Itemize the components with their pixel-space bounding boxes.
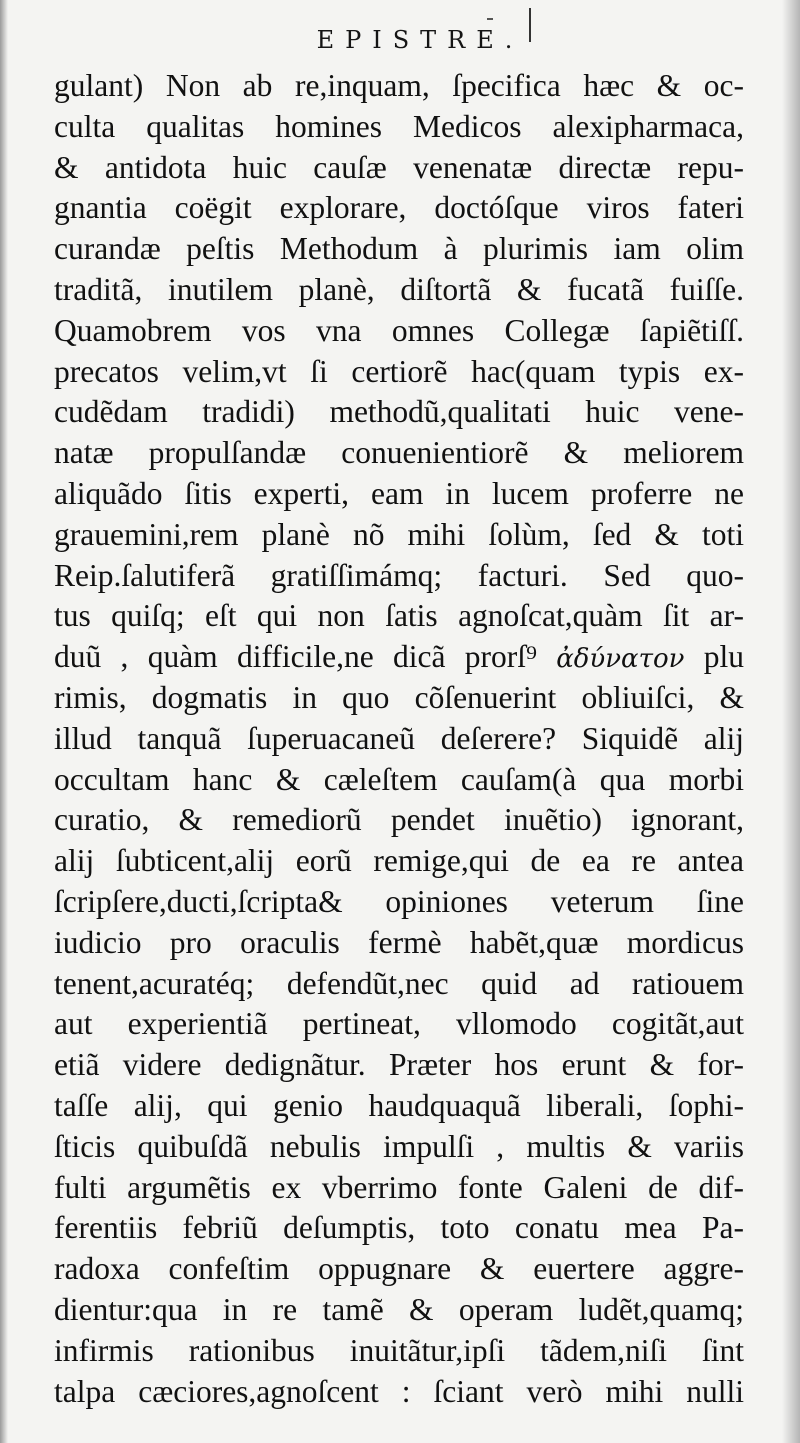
text-line: alij ſubticent,alij eorũ remige,qui de ea re antea bbox=[54, 843, 744, 879]
text-line: natæ propulſandæ conuenientiorẽ & meliorem bbox=[54, 435, 744, 471]
text-fragment: duũ , quàm difficile,ne dicã prorſ⁹ bbox=[54, 639, 537, 675]
text-line: Reip.ſalutiferã gratiſſimámq; facturi. Sed quo- bbox=[54, 557, 744, 593]
ink-mark bbox=[487, 18, 493, 20]
text-line: gnantia coëgit explorare, doctóſque viros fateri bbox=[54, 190, 744, 226]
gutter-shadow bbox=[0, 0, 8, 1443]
text-line: curandæ peſtis Methodum à plurimis iam olim bbox=[54, 231, 744, 267]
text-line: Quamobrem vos vna omnes Collegæ ſapiẽtiſſ. bbox=[54, 312, 744, 348]
text-line: talpa cæciores,agnoſcent : ſciant verò mihi nulli bbox=[54, 1373, 744, 1409]
text-line: ferentiis febriũ deſumptis, toto conatu mea Pa- bbox=[54, 1210, 744, 1246]
text-line: taſſe alij, qui genio haudquaquã liberali, ſophi- bbox=[54, 1087, 744, 1123]
text-line: dientur:qua in re tamẽ & operam ludẽt,quamq; bbox=[54, 1291, 744, 1327]
edge-shadow bbox=[782, 0, 800, 1443]
text-line: aut experientiã pertineat, vllomodo cogitãt,aut bbox=[54, 1006, 744, 1042]
text-line: illud tanquã ſuperuacaneũ deſerere? Siquidẽ alij bbox=[54, 720, 744, 756]
body-text bbox=[54, 66, 744, 1412]
text-line: cudẽdam tradidi) methodũ,qualitati huic vene- bbox=[54, 394, 744, 430]
text-line: traditã, inutilem planè, diſtortã & fucatã fuiſſe. bbox=[54, 271, 744, 307]
text-line: precatos velim,vt ſi certiorẽ hac(quam typis ex- bbox=[54, 353, 744, 389]
text-line: ſcripſere,ducti,ſcripta& opiniones veterum ſine bbox=[54, 883, 744, 919]
greek-word: ἀδύνατον bbox=[556, 644, 685, 675]
text-line: gulant) Non ab re,inquam, ſpecifica hæc & oc- bbox=[54, 68, 744, 103]
text-line: occultam hanc & cæleſtem cauſam(à qua morbi bbox=[54, 761, 744, 797]
text-line: tenent,acuratéq; defendũt,nec quid ad ratiouem bbox=[54, 965, 744, 1001]
text-line: rimis, dogmatis in quo cõſenuerint obliuiſci, & bbox=[54, 679, 744, 715]
text-line: tus quiſq; eſt qui non ſatis agnoſcat,quàm ſit ar- bbox=[54, 598, 744, 634]
text-line-greek bbox=[54, 637, 744, 678]
text-line: ſticis quibuſdã nebulis impulſi , multis & variis bbox=[54, 1128, 744, 1164]
text-line: infirmis rationibus inuitãtur,ipſi tãdem,niſi ſint bbox=[54, 1332, 744, 1368]
text-line: curatio, & remediorũ pendet inuẽtio) ignorant, bbox=[54, 802, 744, 838]
running-header: EPISTRE. bbox=[316, 26, 524, 54]
text-line: etiã videre dedignãtur. Præter hos erunt & for- bbox=[54, 1047, 744, 1083]
text-line: culta qualitas homines Medicos alexipharmaca, bbox=[54, 108, 744, 144]
text-line: radoxa confeſtim oppugnare & euertere aggre- bbox=[54, 1251, 744, 1287]
text-line: iudicio pro oraculis fermè habẽt,quæ mordicus bbox=[54, 924, 744, 960]
text-line: & antidota huic cauſæ venenatæ directæ repu- bbox=[54, 149, 744, 185]
text-line: grauemini,rem planè nõ mihi ſolùm, ſed & toti bbox=[54, 516, 744, 552]
text-line: fulti argumẽtis ex vberrimo fonte Galeni de dif- bbox=[54, 1169, 744, 1205]
text-line: aliquãdo ſitis experti, eam in lucem proferre ne bbox=[54, 475, 744, 511]
text-fragment: plu bbox=[684, 639, 744, 675]
